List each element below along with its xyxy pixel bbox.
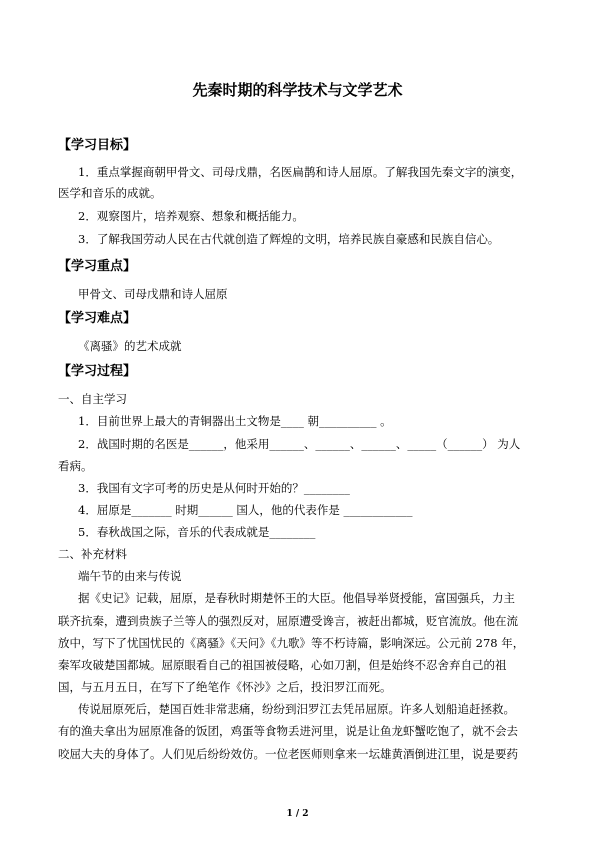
material-title: 端午节的由来与传说 bbox=[78, 569, 182, 583]
section-material: 二、补充材料 bbox=[58, 547, 127, 561]
question-3: 3．我国有文字可考的历史是从何时开始的？________ bbox=[78, 481, 350, 495]
key-text: 甲骨文、司母戊鼎和诗人屈原 bbox=[78, 287, 228, 301]
question-1: 1．目前世界上最大的青铜器出土文物是____ 朝__________ 。 bbox=[78, 414, 392, 428]
question-2: 2．战国时期的名医是______，他采用______、______、______、_____（______） 为人 bbox=[78, 437, 521, 451]
page-title: 先秦时期的科学技术与文学艺术 bbox=[192, 81, 403, 99]
goals-line-4: 3．了解我国劳动人民在古代就创造了辉煌的文明，培养民族自豪感和民族自信心。 bbox=[78, 232, 500, 246]
process-heading: 【学习过程】 bbox=[58, 364, 137, 379]
goals-line-2: 医学和音乐的成就。 bbox=[58, 186, 162, 200]
question-2-cont: 看病。 bbox=[58, 459, 93, 473]
key-heading: 【学习重点】 bbox=[58, 259, 137, 274]
paragraph-1-line-5: 国，与五月五日，在写下了绝笔作《怀沙》之后，投汨罗江而死。 bbox=[58, 680, 392, 694]
paragraph-1-line-4: 秦军攻破楚国都城。屈原眼看自己的祖国被侵略，心如刀割，但是始终不忍舍弃自己的祖 bbox=[58, 658, 507, 672]
paragraph-1-line-2: 联齐抗秦，遭到贵族子兰等人的强烈反对，屈原遭受谗言，被赶出都城，贬官流放。他在流 bbox=[58, 614, 518, 628]
paragraph-2-line-3: 咬屈大夫的身体了。人们见后纷纷效仿。一位老医师则拿来一坛雄黄酒倒进江里，说是要药 bbox=[58, 747, 518, 761]
page-number: 1 / 2 bbox=[286, 809, 309, 819]
goals-line-3: 2．观察图片，培养观察、想象和概括能力。 bbox=[78, 209, 304, 223]
goals-heading: 【学习目标】 bbox=[58, 138, 137, 153]
difficulty-text: 《离骚》的艺术成就 bbox=[78, 339, 182, 353]
paragraph-2-line-1: 传说屈原死后，楚国百姓非常悲痛，纷纷到汨罗江去凭吊屈原。许多人划船追赶拯救。 bbox=[78, 702, 515, 716]
paragraph-2-line-2: 有的渔夫拿出为屈原准备的饭团，鸡蛋等食物丢进河里，说是让鱼龙虾蟹吃饱了，就不会去 bbox=[58, 724, 518, 738]
question-5: 5．春秋战国之际，音乐的代表成就是________ bbox=[78, 525, 316, 539]
goals-line-1: 1．重点掌握商朝甲骨文、司母戊鼎，名医扁鹊和诗人屈原。了解我国先秦文字的演变， bbox=[78, 165, 523, 179]
paragraph-1-line-1: 据《史记》记载，屈原，是春秋时期楚怀王的大臣。他倡导举贤授能，富国强兵，力主 bbox=[78, 591, 515, 605]
difficulty-heading: 【学习难点】 bbox=[58, 311, 137, 326]
paragraph-1-line-3: 放中，写下了忧国忧民的《离骚》《天问》《九歌》等不朽诗篇，影响深远。公元前 278 年， bbox=[58, 636, 525, 650]
question-4: 4．屈原是_______ 时期______ 国人，他的代表作是 ____________ bbox=[78, 503, 413, 517]
section-self-study: 一、自主学习 bbox=[58, 392, 127, 406]
